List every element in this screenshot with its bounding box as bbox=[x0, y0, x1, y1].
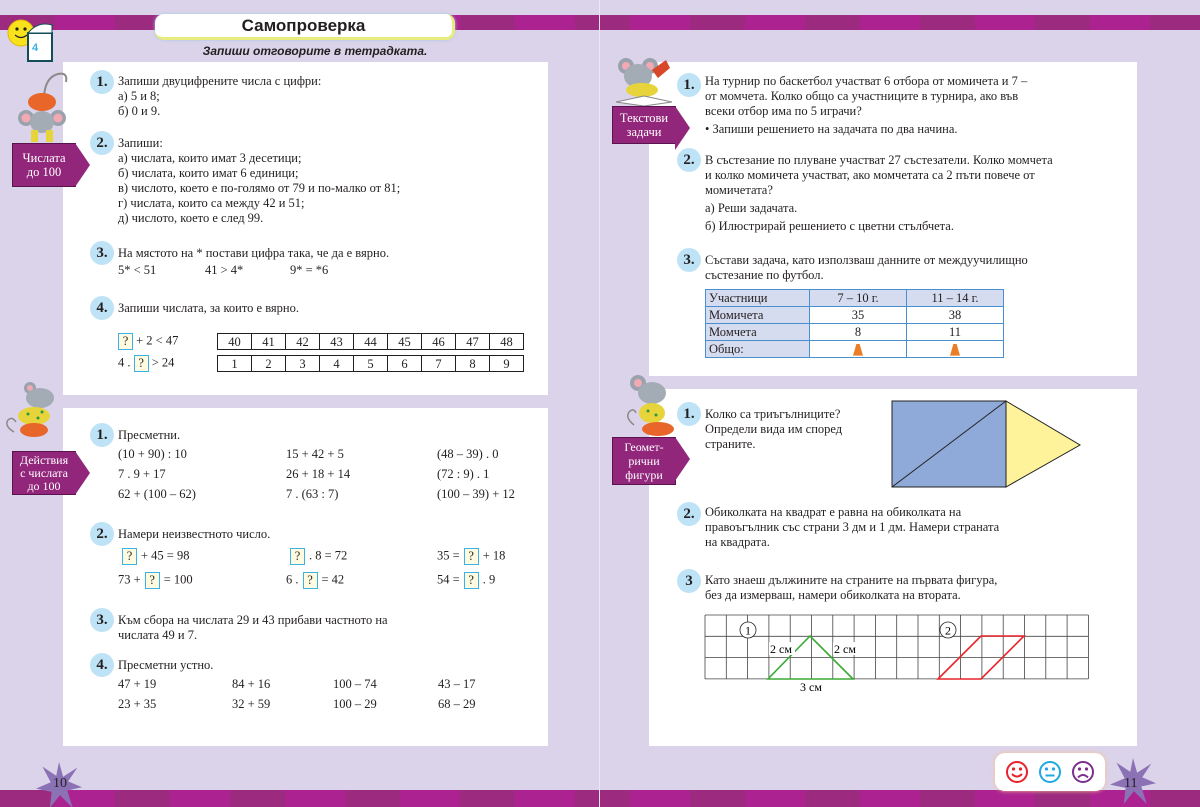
equation bbox=[118, 572, 193, 589]
tag-line: задачи bbox=[626, 125, 662, 139]
equation-left: 73 + bbox=[118, 572, 141, 587]
unknown-box: ? bbox=[134, 355, 149, 372]
expression: 23 + 35 bbox=[118, 697, 157, 711]
tag-line: рични bbox=[628, 454, 660, 468]
expression: 47 + 19 bbox=[118, 677, 157, 691]
task-text: Състави задача, като използваш данните от междуучилищно състезание по футбол. bbox=[705, 253, 1028, 282]
bottom-decorative-band bbox=[0, 790, 1200, 807]
expression: 41 > 4* bbox=[205, 263, 244, 277]
unknown-box: ? bbox=[464, 572, 479, 589]
task-number: 2. bbox=[677, 148, 701, 172]
happy-face-icon[interactable] bbox=[1005, 760, 1029, 784]
number-cell: 5 bbox=[354, 356, 388, 372]
cell: 8 bbox=[810, 324, 907, 341]
row-label: Момичета bbox=[706, 307, 810, 324]
table-row bbox=[706, 307, 1004, 324]
cell: 38 bbox=[907, 307, 1004, 324]
table-row bbox=[706, 324, 1004, 341]
side-length-right: 2 см bbox=[834, 642, 856, 656]
tag-line: Текстови bbox=[619, 111, 669, 125]
calendar-badge-number: 4 bbox=[32, 42, 39, 54]
task-text: Колко са триъгълниците? Определи вида им според страните. bbox=[705, 407, 843, 451]
tag-line: Числата bbox=[22, 151, 66, 165]
tag-line: фигури bbox=[625, 468, 663, 482]
cell: 11 bbox=[907, 324, 1004, 341]
equation bbox=[118, 548, 189, 565]
number-cell: 42 bbox=[286, 334, 320, 350]
task-number: 2. bbox=[90, 522, 114, 546]
equation-left: 35 = bbox=[437, 548, 460, 563]
task-text: Като знаеш дължините на страните на първата фигура, без да измерваш, намери обиколката на втората. bbox=[705, 573, 998, 602]
expression: 68 – 29 bbox=[438, 697, 476, 711]
expression: (48 – 39) . 0 bbox=[437, 447, 499, 461]
number-cell: 8 bbox=[456, 356, 490, 372]
tag-line: до 100 bbox=[26, 165, 62, 179]
unknown-box: ? bbox=[118, 333, 133, 350]
task-text: В състезание по плуване участват 27 състезатели. Колко момчета и колко момичета участват, ако момчетата са 2 пъти повече от момичетата? а) Реши задачата. б) Илюстрирай решението с цветни стълбчета. bbox=[705, 153, 1053, 233]
page-subtitle: Запиши отговорите в тетрадката. bbox=[202, 44, 428, 58]
equation bbox=[437, 548, 505, 565]
number-cell: 4 bbox=[320, 356, 354, 372]
cone-icon bbox=[853, 344, 863, 356]
number-cell: 3 bbox=[286, 356, 320, 372]
task-number: 3. bbox=[677, 248, 701, 272]
equation-left: 6 . bbox=[286, 572, 299, 587]
expression: 32 + 59 bbox=[232, 697, 271, 711]
figure-2-label: 2 bbox=[945, 623, 951, 638]
number-cell: 47 bbox=[456, 334, 490, 350]
cell: 35 bbox=[810, 307, 907, 324]
cell bbox=[810, 341, 907, 358]
number-cell: 1 bbox=[218, 356, 252, 372]
equation-right: + 18 bbox=[482, 548, 506, 563]
tag-line: до 100 bbox=[27, 478, 61, 493]
equation-right: + 45 = 98 bbox=[141, 548, 190, 563]
tag-line: Геомет- bbox=[624, 440, 664, 454]
task-number: 4. bbox=[90, 653, 114, 677]
task-number: 2. bbox=[677, 502, 701, 526]
base-length: 3 см bbox=[800, 680, 822, 694]
number-cell: 46 bbox=[422, 334, 456, 350]
self-assessment-box bbox=[995, 753, 1105, 791]
equation bbox=[437, 572, 495, 589]
task-text: Пресметни устно. bbox=[118, 658, 214, 672]
row-label: Момчета bbox=[706, 324, 810, 341]
expression: 5* < 51 bbox=[118, 263, 157, 277]
inequality-row: 4 . ? > 24 bbox=[118, 355, 175, 370]
grid-figures bbox=[700, 610, 1100, 700]
unknown-box: ? bbox=[303, 572, 318, 589]
mouse-walking-illustration bbox=[2, 380, 66, 452]
unknown-box: ? bbox=[290, 548, 305, 565]
task-text: Запиши числата, за които е вярно. bbox=[118, 301, 299, 315]
header-cell: 11 – 14 г. bbox=[907, 290, 1004, 307]
equation-right: = 42 bbox=[321, 572, 345, 587]
cell bbox=[907, 341, 1004, 358]
cone-icon bbox=[950, 344, 960, 356]
task-number: 1. bbox=[677, 402, 701, 426]
triangles-figure bbox=[888, 398, 1084, 490]
expression: 84 + 16 bbox=[232, 677, 271, 691]
expression: 15 + 42 + 5 bbox=[286, 447, 344, 461]
section-tag-geometry bbox=[612, 437, 676, 485]
task-number: 1. bbox=[90, 70, 114, 94]
task-number: 2. bbox=[90, 131, 114, 155]
expression: (72 : 9) . 1 bbox=[437, 467, 490, 481]
expression: 62 + (100 – 62) bbox=[118, 487, 196, 501]
task-text: На мястото на * постави цифра така, че да е вярно. bbox=[118, 246, 390, 260]
table-row bbox=[706, 341, 1004, 358]
inequality-row: ? + 2 < 47 bbox=[118, 333, 178, 350]
section-tag-operations bbox=[12, 451, 76, 495]
page-number-right: 11 bbox=[1124, 776, 1138, 791]
equation-right: . 9 bbox=[482, 572, 496, 587]
header-cell: 7 – 10 г. bbox=[810, 290, 907, 307]
number-cell: 2 bbox=[252, 356, 286, 372]
task-text: Намери неизвестното число. bbox=[118, 527, 271, 541]
unknown-box: ? bbox=[464, 548, 479, 565]
mouse-handstand-illustration bbox=[14, 68, 70, 143]
expression: 9* = *6 bbox=[290, 263, 329, 277]
unknown-box: ? bbox=[145, 572, 160, 589]
table-header-row bbox=[706, 290, 1004, 307]
number-cell: 7 bbox=[422, 356, 456, 372]
expression: (100 – 39) + 12 bbox=[437, 487, 515, 501]
number-cell: 48 bbox=[490, 334, 524, 350]
equation-left: 54 = bbox=[437, 572, 460, 587]
expression: 7 . 9 + 17 bbox=[118, 467, 166, 481]
tag-line: Действия bbox=[19, 452, 69, 467]
expression: (10 + 90) : 10 bbox=[118, 447, 187, 461]
page-number-left: 10 bbox=[53, 776, 67, 791]
mouse-sitting-illustration bbox=[622, 373, 682, 443]
unknown-box: ? bbox=[122, 548, 137, 565]
number-choices-table-1 bbox=[217, 333, 524, 350]
number-cell: 43 bbox=[320, 334, 354, 350]
number-cell: 9 bbox=[490, 356, 524, 372]
expression: 26 + 18 + 14 bbox=[286, 467, 351, 481]
section-tag-word-problems bbox=[612, 106, 676, 144]
expression: 100 – 29 bbox=[333, 697, 377, 711]
task-number: 4. bbox=[90, 296, 114, 320]
header-cell: Участници bbox=[706, 290, 810, 307]
task-number: 3. bbox=[90, 241, 114, 265]
equation bbox=[286, 548, 347, 565]
task-text: Към сбора на числата 29 и 43 прибави частното на числата 49 и 7. bbox=[118, 613, 388, 642]
sad-face-icon[interactable] bbox=[1071, 760, 1095, 784]
book-spine bbox=[599, 0, 600, 807]
football-data-table bbox=[705, 289, 1004, 358]
expression: 100 – 74 bbox=[333, 677, 377, 691]
task-text: Обиколката на квадрат е равна на обиколката на правоъгълник със страни 3 дм и 1 дм. Намери страната на квадрата. bbox=[705, 505, 1000, 549]
side-length-left: 2 см bbox=[770, 642, 792, 656]
equation-right: = 100 bbox=[163, 572, 193, 587]
row-label: Общо: bbox=[706, 341, 810, 358]
tag-line: с числата bbox=[20, 465, 68, 480]
section-tag-numbers-to-100 bbox=[12, 143, 76, 187]
number-cell: 45 bbox=[388, 334, 422, 350]
task-number: 3 bbox=[677, 569, 701, 593]
equation-right: . 8 = 72 bbox=[309, 548, 348, 563]
number-cell: 41 bbox=[252, 334, 286, 350]
number-cell: 44 bbox=[354, 334, 388, 350]
task-number: 1. bbox=[90, 423, 114, 447]
number-choices-table-2 bbox=[217, 355, 524, 372]
number-cell: 6 bbox=[388, 356, 422, 372]
task-number: 1. bbox=[677, 73, 701, 97]
mouse-reading-illustration bbox=[612, 52, 680, 110]
figure-1-label: 1 bbox=[745, 623, 751, 638]
page-title: Самопроверка bbox=[155, 14, 455, 40]
expression: 43 – 17 bbox=[438, 677, 476, 691]
number-cell: 40 bbox=[218, 334, 252, 350]
task-text: Запиши двуцифрените числа с цифри: а) 5 и 8; б) 0 и 9. bbox=[118, 74, 322, 118]
neutral-face-icon[interactable] bbox=[1038, 760, 1062, 784]
expression: 7 . (63 : 7) bbox=[286, 487, 339, 501]
task-text: Пресметни. bbox=[118, 428, 181, 442]
task-text: На турнир по баскетбол участват 6 отбора от момичета и 7 – от момчета. Колко общо са участниците в турнира, ако във всеки отбор има по 5 играчи? • Запиши решението на задачата по два начина. bbox=[705, 74, 1028, 136]
equation bbox=[286, 572, 344, 589]
calendar-sun-icon bbox=[4, 15, 56, 65]
yellow-triangle bbox=[1006, 401, 1080, 487]
task-number: 3. bbox=[90, 608, 114, 632]
task-text: Запиши: а) числата, които имат 3 десетици; б) числата, които имат 6 единици; в) числото, което е по-голямо от 79 и по-малко от 81; г) числата, които са между 42 и 51; д) числото, което е след 99. bbox=[118, 136, 401, 225]
